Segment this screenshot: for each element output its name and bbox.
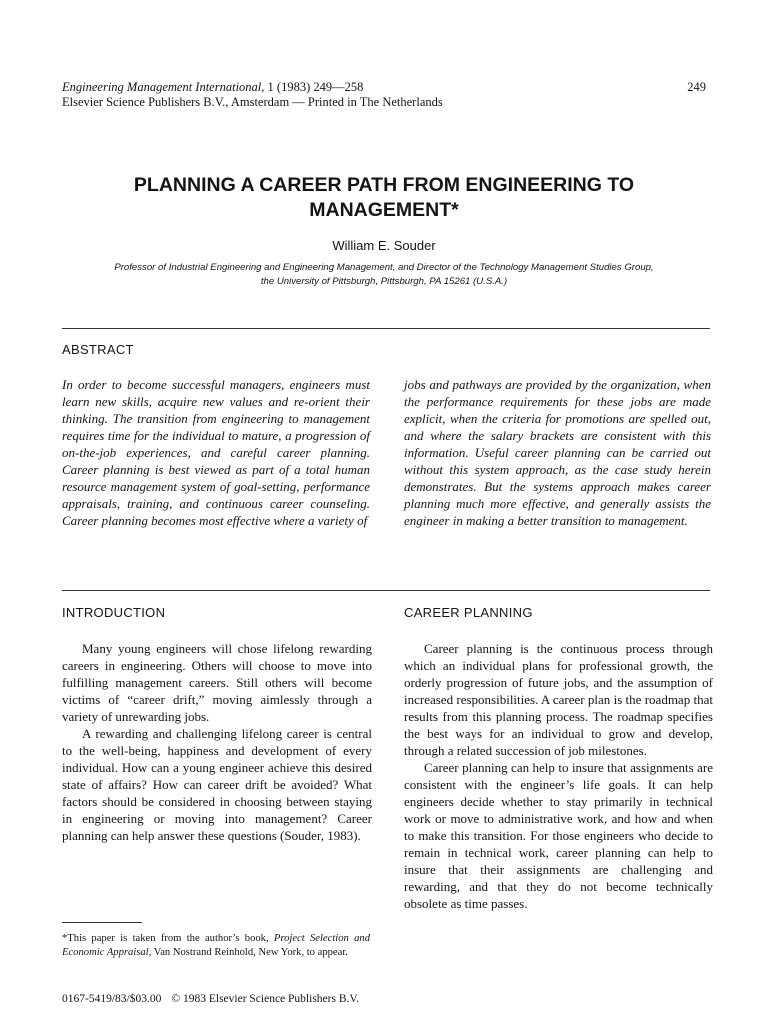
page-number: 249 <box>687 80 706 94</box>
footnote-rule <box>62 922 142 923</box>
abstract-column-2: jobs and pathways are provided by the organization, when the performance requirements for these jobs are made explicit, when the criteria for promotions are spelled out, and where the salary brackets are consistent with this information. Useful career planning can be carried out without this system approach, as the case study herein demonstrates. But the systems approach makes career planning much more effective, and generally assists the engineer in making a better transition to management. <box>404 377 711 528</box>
abstract-divider <box>62 590 710 591</box>
career-planning-heading: CAREER PLANNING <box>404 605 533 620</box>
career-planning-paragraph: Career planning is the continuous process through which an individual plans for professional growth, the orderly progression of future jobs, and the assumption of increased responsibilities. A career plan is the roadmap that results from this planning process. The roadmap specifies the best ways for an individual to grow and develop, through a related succession of job milestones. <box>404 641 713 758</box>
career-planning-body <box>404 640 713 912</box>
article-title <box>62 173 706 223</box>
footnote-book-title: Project Selection and Economic Appraisal, <box>62 933 370 958</box>
footnote-prefix: *This paper is taken from the author’s book, <box>62 933 274 944</box>
volume-info: 1 (1983) 249—258 <box>264 80 364 94</box>
top-divider <box>62 328 710 329</box>
introduction-paragraph: Many young engineers will chose lifelong rewarding careers in engineering. Others will choose to move into fulfilling management careers. Still others will become victims of “career drift,” moving aimlessly through a variety of unrewarding jobs. <box>62 641 372 724</box>
title-line-2: MANAGEMENT* <box>309 199 459 221</box>
title-line-1: PLANNING A CAREER PATH FROM ENGINEERING TO <box>133 174 635 196</box>
abstract-heading: ABSTRACT <box>62 342 134 357</box>
journal-citation <box>62 80 363 95</box>
author-affiliation <box>62 261 706 289</box>
career-planning-paragraph: Career planning can help to insure that assignments are consistent with the engineer’s life goals. It can help engineers decide whether to stay primarily in technical work or move to administrative work, and how and when to make this transition. For those engineers who decide to remain in technical work, career planning can help to insure that their assignments are challenging and rewarding, and that they do not become technically obsolete as time passes. <box>404 760 713 911</box>
introduction-body <box>62 640 372 844</box>
footnote <box>62 932 370 960</box>
publisher-line: Elsevier Science Publishers B.V., Amsterdam — Printed in The Netherlands <box>62 95 443 109</box>
abstract-column-1: In order to become successful managers, engineers must learn new skills, acquire new values and re-orient their thinking. The transition from engineering to management requires time for the individual to mature, a progression of on-the-job experiences, and careful career planning. Career planning is best viewed as part of a total human resource management system of goal-setting, performance appraisals, training, and continuous career counseling. Career planning becomes most effective where a variety of <box>62 377 370 528</box>
introduction-heading: INTRODUCTION <box>62 605 166 620</box>
copyright-notice: © 1983 Elsevier Science Publishers B.V. <box>171 993 360 1005</box>
issn-price-code: 0167-5419/83/$03.00 <box>62 993 162 1005</box>
introduction-paragraph: A rewarding and challenging lifelong career is central to the well-being, happiness and development of every individual. How can a young engineer achieve this desired state of affairs? How can career drift be avoided? What factors should be considered in choosing between staying in engineering or moving into management? Career planning can help answer these questions (Souder, 1983). <box>62 726 372 843</box>
journal-name: Engineering Management International, <box>62 80 265 94</box>
affiliation-line-2: the University of Pittsburgh, Pittsburgh, PA 15261 (U.S.A.) <box>260 276 508 287</box>
copyright-line <box>62 993 359 1005</box>
affiliation-line-1: Professor of Industrial Engineering and Engineering Management, and Director of the Technology Management Studies Group, <box>114 262 654 273</box>
footnote-suffix: Van Nostrand Reinhold, New York, to appear. <box>151 947 348 958</box>
author-name: William E. Souder <box>332 238 436 253</box>
